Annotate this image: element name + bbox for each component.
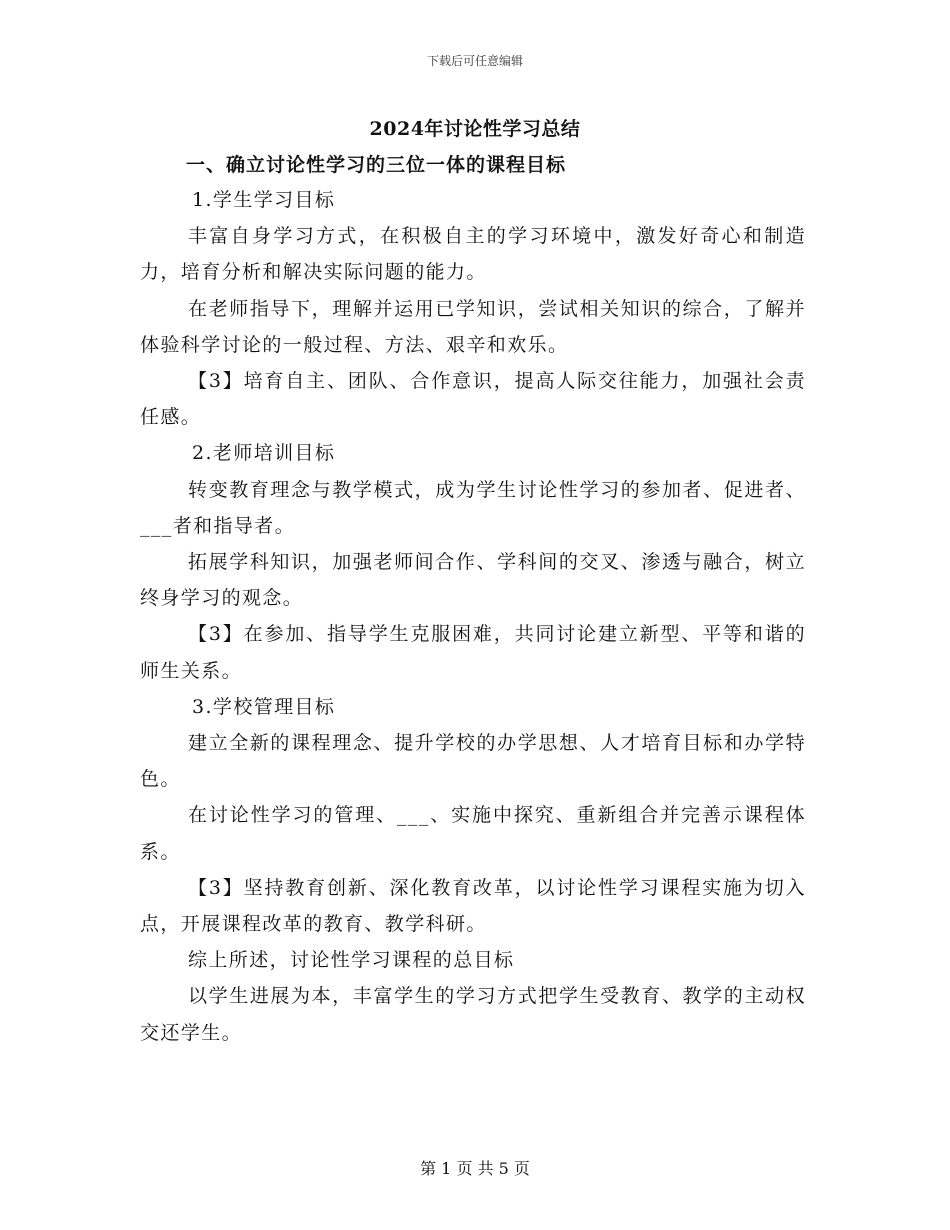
paragraph: 转变教育理念与教学模式，成为学生讨论性学习的参加者、促进者、___者和指导者。 (140, 478, 806, 537)
paragraph: 拓展学科知识，加强老师间合作、学科间的交叉、渗透与融合，树立终身学习的观念。 (140, 551, 806, 610)
document-title: 2024年讨论性学习总结 (369, 118, 581, 140)
sub-heading-student-goals: 1.学生学习目标 (192, 189, 336, 211)
document-body (140, 182, 806, 1051)
sub-heading-school-goals: 3.学校管理目标 (192, 695, 336, 718)
paragraph: 丰富自身学习方式，在积极自主的学习环境中，激发好奇心和制造力，培育分析和解决实际问题的能力。 (140, 225, 806, 284)
paragraph: 建立全新的课程理念、提升学校的办学思想、人才培育目标和办学特色。 (140, 732, 806, 791)
header-note: 下载后可任意编辑 (426, 54, 523, 68)
sub-heading-teacher-goals: 2.老师培训目标 (192, 442, 336, 465)
paragraph: 【3】在参加、指导学生克服困难，共同讨论建立新型、平等和谐的师生关系。 (140, 623, 806, 682)
section-heading: 一、确立讨论性学习的三位一体的课程目标 (186, 154, 567, 176)
paragraph: 综上所述，讨论性学习课程的总目标 (188, 949, 515, 972)
paragraph: 在老师指导下，理解并运用已学知识，尝试相关知识的综合，了解并体验科学讨论的一般过程、方法、艰辛和欢乐。 (140, 297, 806, 356)
paragraph: 以学生进展为本，丰富学生的学习方式把学生受教育、教学的主动权交还学生。 (140, 985, 806, 1044)
paragraph: 在讨论性学习的管理、___、实施中探究、重新组合并完善示课程体系。 (140, 804, 806, 863)
page-footer: 第 1 页 共 5 页 (420, 1159, 530, 1178)
paragraph: 【3】培育自主、团队、合作意识，提高人际交往能力，加强社会责任感。 (140, 370, 806, 429)
paragraph: 【3】坚持教育创新、深化教育改革，以讨论性学习课程实施为切入点，开展课程改革的教育、教学科研。 (140, 876, 806, 936)
